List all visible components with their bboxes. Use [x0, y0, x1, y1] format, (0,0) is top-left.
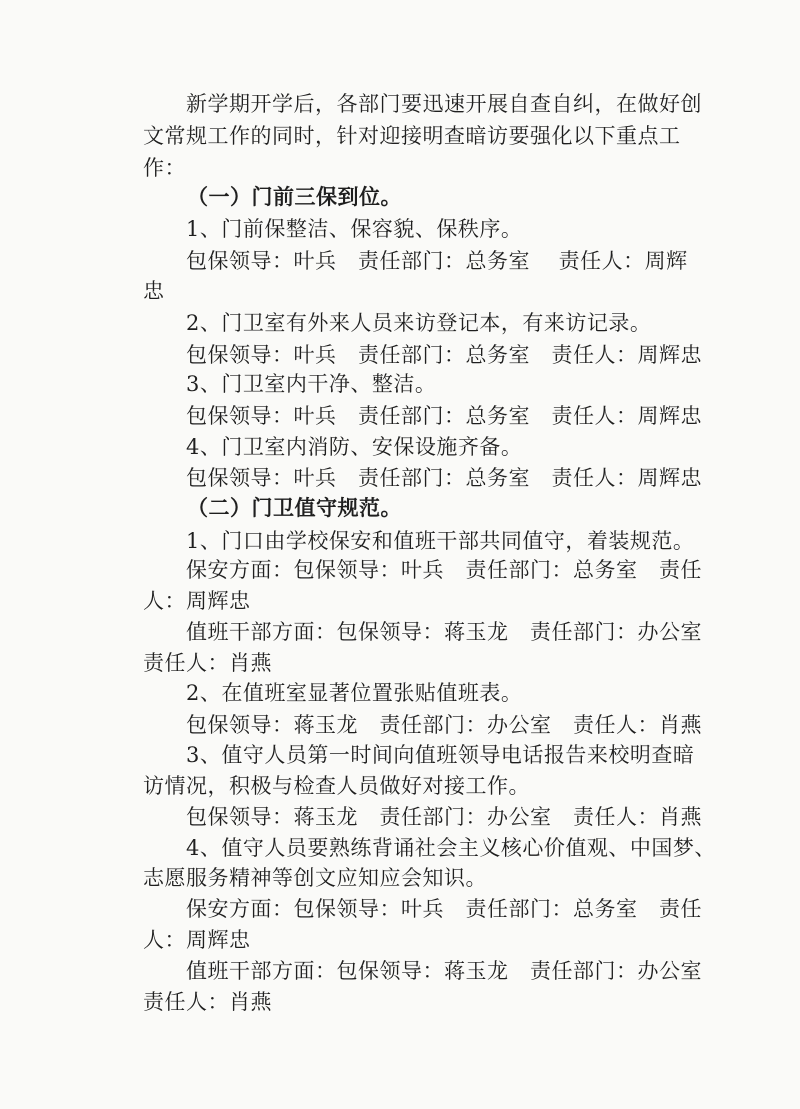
paragraph-line: 3、门卫室内干净、整洁。 — [186, 372, 437, 396]
paragraph-line: 值班干部方面：包保领导：蒋玉龙 责任部门：办公室 — [186, 620, 702, 644]
paragraph-line: 包保领导：叶兵 责任部门：总务室 责任人：周辉忠 — [186, 343, 702, 367]
paragraph-line: 包保领导：蒋玉龙 责任部门：办公室 责任人：肖燕 — [186, 713, 702, 737]
paragraph-line: 人：周辉忠 — [143, 589, 251, 613]
paragraph-line: 值班干部方面：包保领导：蒋玉龙 责任部门：办公室 — [186, 959, 702, 983]
paragraph-line: 责任人：肖燕 — [143, 990, 272, 1014]
paragraph-line: 保安方面：包保领导：叶兵 责任部门：总务室 责任 — [186, 558, 702, 582]
paragraph-line: 责任人：肖燕 — [143, 651, 272, 675]
paragraph-line: 作： — [143, 156, 186, 180]
section-heading: （二）门卫值守规范。 — [187, 495, 402, 520]
paragraph-line: 4、值守人员要熟练背诵社会主义核心价值观、中国梦、 — [186, 836, 716, 860]
paragraph-line: 包保领导：蒋玉龙 责任部门：办公室 责任人：肖燕 — [186, 805, 702, 829]
paragraph-line: 包保领导：叶兵 责任部门：总务室 责任人：周辉忠 — [186, 404, 702, 428]
paragraph-line: 2、在值班室显著位置张贴值班表。 — [186, 681, 523, 705]
paragraph-line: 新学期开学后，各部门要迅速开展自查自纠，在做好创 — [186, 92, 702, 116]
paragraph-line: 文常规工作的同时，针对迎接明查暗访要强化以下重点工 — [143, 124, 681, 148]
paragraph-line: 忠 — [143, 279, 165, 303]
paragraph-line: 志愿服务精神等创文应知应会知识。 — [143, 866, 487, 890]
paragraph-line: 3、值守人员第一时间向值班领导电话报告来校明查暗 — [186, 743, 695, 767]
paragraph-line: 1、门口由学校保安和值班干部共同值守，着装规范。 — [186, 529, 695, 553]
paragraph-line: 1、门前保整洁、保容貌、保秩序。 — [186, 217, 523, 241]
paragraph-line: 访情况，积极与检查人员做好对接工作。 — [143, 774, 530, 798]
paragraph-line: 人：周辉忠 — [143, 928, 251, 952]
paragraph-line: 保安方面：包保领导：叶兵 责任部门：总务室 责任 — [186, 897, 702, 921]
paragraph-line: 2、门卫室有外来人员来访登记本，有来访记录。 — [186, 311, 652, 335]
paragraph-line: 4、门卫室内消防、安保设施齐备。 — [186, 435, 523, 459]
paragraph-line: 包保领导：叶兵 责任部门：总务室 责任人：周辉 — [186, 249, 688, 273]
section-heading: （一）门前三保到位。 — [187, 184, 402, 209]
paragraph-line: 包保领导：叶兵 责任部门：总务室 责任人：周辉忠 — [186, 466, 702, 490]
